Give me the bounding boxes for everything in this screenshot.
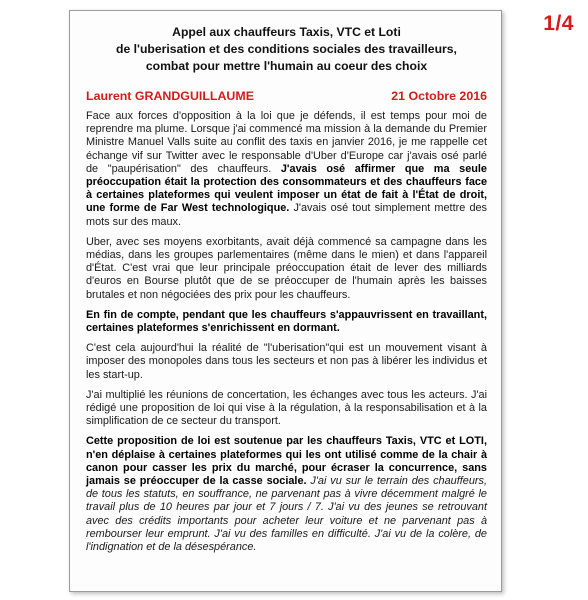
paragraph-bold-text: En fin de compte, pendant que les chauffeurs s'appauvrissent en travaillant, certaines plateformes s'enrichissent en dormant. [86,308,487,335]
byline [86,89,487,103]
document-title [86,24,487,75]
paragraph-text: Uber, avec ses moyens exorbitants, avait déjà commencé sa campagne dans les médias, dans les groupes parlementaires (même dans le mien) et dans l'appareil d'État. C'est vrai que leur principale préoccupation était de lever des milliards d'euros en Bourse plutôt que de se préoccuper de l'humain après les baisses brutales et non négociées des prix pour les chauffeurs. [86,235,487,301]
paragraph-4 [86,342,487,382]
paragraph-bold-text: J'avais osé affirmer que ma seule préoccupation était la protection des consommateurs et des chauffeurs face à certaines plateformes qui veulent imposer un état de fait à l'État de droit, une forme de Far West technologique. [86,162,487,215]
author-name: Laurent GRANDGUILLAUME [86,89,254,103]
page-number: 1/4 [543,12,574,35]
paragraph-5 [86,389,487,429]
title-line-3: combat pour mettre l'humain au coeur des choix [145,59,428,73]
paragraph-italic-text: J'ai vu sur le terrain des chauffeurs, de tous les statuts, en souffrance, ne parvenant pas à vivre décemment malgré le travail plus de 10 heures par jour et 7 jours / 7. J'ai vu des jeunes se retrouvant avec des crédits importants pour acheter leur voiture et ne parvenant pas à rembourser leur emprunt. J'ai vu des familles en difficulté. J'ai vu de la colère, de l'indignation et de la désespérance. [86,475,487,554]
paragraph-6 [86,435,487,554]
paragraph-2 [86,236,487,302]
paragraph-1 [86,110,487,229]
paragraph-text: J'ai multiplié les réunions de concertation, les échanges avec tous les acteurs. J'ai rédigé une proposition de loi qui vise à la régulation, à la responsabilisation et à la simplification de ce secteur du transport. [86,388,487,428]
paragraph-text: C'est cela aujourd'hui la réalité de "l'uberisation"qui est un mouvement visant à imposer des monopoles dans tous les secteurs et non pas à libérer les individus et les start-up. [86,342,487,381]
paragraph-text: J'avais osé tout simplement mettre des mots sur des maux. [86,202,488,228]
paragraph-3 [86,309,487,335]
paragraph-text: Face aux forces d'opposition à la loi que je défends, il est temps pour moi de reprendre ma plume. Lorsque j'ai commencé ma mission à la demande du Premier Ministre Manuel Valls suite au conflit des taxis en janvier 2016, je me rappelle cet échange vif sur Twitter avec le responsable d'Uber d'Europe car j'avais osé parlé de "paupérisation" des chauffeurs. [86,110,487,175]
paragraph-bold-text: Cette proposition de loi est soutenue par les chauffeurs Taxis, VTC et LOTI, n'en déplaise à certaines plateformes qui les ont utilisé comme de la chair à canon pour casser les prix du marché, pour écraser la concurrence, sans jamais se préoccuper de la casse sociale. [86,435,487,488]
title-line-1: Appel aux chauffeurs Taxis, VTC et Loti [172,25,401,39]
document-page [69,10,502,592]
title-line-2: de l'uberisation et des conditions sociales des travailleurs, [116,42,457,56]
document-date: 21 Octobre 2016 [391,89,487,103]
